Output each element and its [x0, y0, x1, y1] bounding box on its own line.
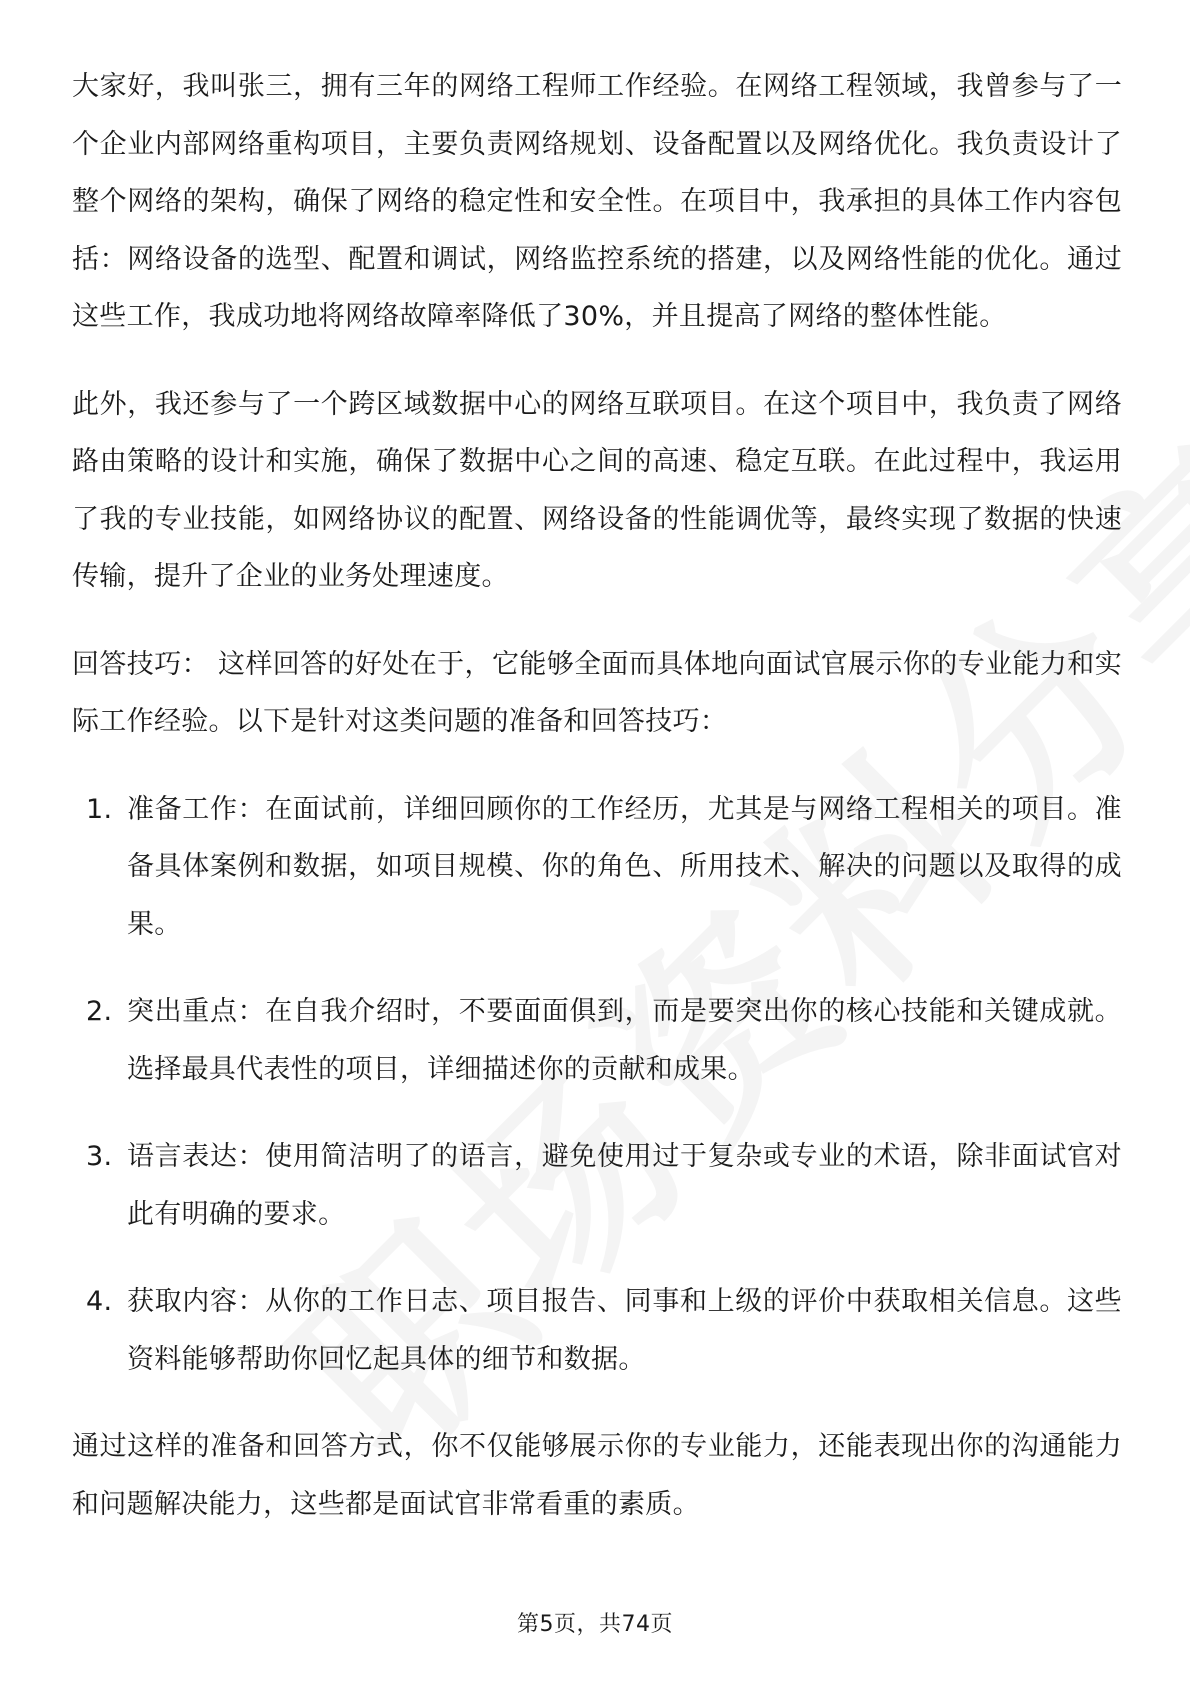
list-item: [72, 1273, 1122, 1388]
list-item: [72, 781, 1122, 954]
list-item: [72, 983, 1122, 1098]
list-item-number: 1.: [86, 793, 113, 825]
list-item-number: 2.: [86, 996, 113, 1027]
list-item-text: 准备工作：在面试前，详细回顾你的工作经历，尤其是与网络工程相关的项目。准备具体案例和数据，如项目规模、你的角色、所用技术、解决的问题以及取得的成果。: [127, 793, 1122, 940]
tips-list: [72, 781, 1122, 1389]
list-item-text: 语言表达：使用简洁明了的语言，避免使用过于复杂或专业的术语，除非面试官对此有明确的要求。: [127, 1141, 1122, 1230]
paragraph-project-two: 此外，我还参与了一个跨区域数据中心的网络互联项目。在这个项目中，我负责了网络路由策略的设计和实施，确保了数据中心之间的高速、稳定互联。在此过程中，我运用了我的专业技能，如网络协议的配置、网络设备的性能调优等，最终实现了数据的快速传输，提升了企业的业务处理速度。: [72, 388, 1122, 592]
list-item-text: 突出重点：在自我介绍时，不要面面俱到，而是要突出你的核心技能和关键成就。选择最具代表性的项目，详细描述你的贡献和成果。: [127, 996, 1122, 1085]
paragraph-conclusion: 通过这样的准备和回答方式，你不仅能够展示你的专业能力，还能表现出你的沟通能力和问题解决能力，这些都是面试官非常看重的素质。: [72, 1431, 1122, 1520]
list-item-number: 4.: [86, 1286, 113, 1317]
paragraph-answer-tips: 回答技巧： 这样回答的好处在于，它能够全面而具体地向面试官展示你的专业能力和实际工作经验。以下是针对这类问题的准备和回答技巧：: [72, 648, 1122, 737]
paragraph-intro: 大家好，我叫张三，拥有三年的网络工程师工作经验。在网络工程领域，我曾参与了一个企业内部网络重构项目，主要负责网络规划、设备配置以及网络优化。我负责设计了整个网络的架构，确保了网络的稳定性和安全性。在项目中，我承担的具体工作内容包括：网络设备的选型、配置和调试，网络监控系统的搭建，以及网络性能的优化。通过这些工作，我成功地将网络故障率降低了30%，并且提高了网络的整体性能。: [72, 71, 1122, 332]
page-number-footer: 第5页，共74页: [517, 1612, 673, 1637]
list-item: [72, 1128, 1122, 1243]
list-item-text: 获取内容：从你的工作日志、项目报告、同事和上级的评价中获取相关信息。这些资料能够帮助你回忆起具体的细节和数据。: [127, 1286, 1122, 1375]
list-item-number: 3.: [86, 1141, 113, 1172]
document-body: [72, 58, 1122, 1563]
